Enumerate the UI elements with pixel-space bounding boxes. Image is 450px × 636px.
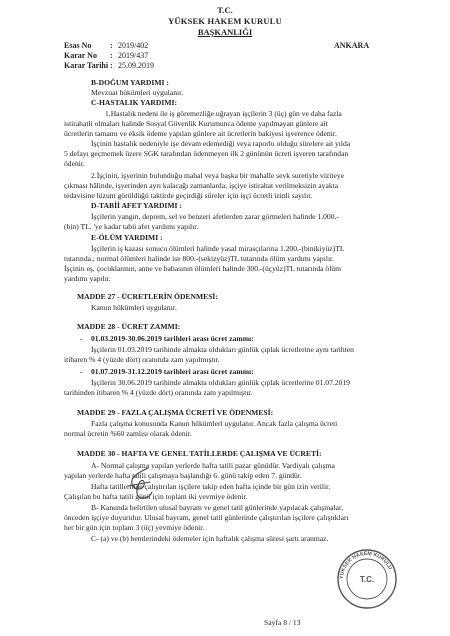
page-number: Sayfa 8 / 13: [264, 618, 301, 627]
madde-30-title: MADDE 30 - HAFTA VE GENEL TATİLLERDE ÇALIŞMA VE ÜCRETİ:: [77, 449, 322, 458]
text-line: tarihinden itibaren % 4 (yüzde dört) oranında zam yapılmıştır.: [64, 388, 253, 397]
section-hastalik-yardimi: C-HASTALIK YARDIMI:: [91, 98, 177, 107]
text-line: ücretlerin tamamı ve eksik ödeme yapılan günlere ait ücretlerin bakiyesi işverence ödenir.: [64, 129, 337, 138]
text-line: İşçilerin yangın, deprem, sel ve benzeri afetlerden zarar görmeleri halinde 1.000.-: [91, 212, 339, 221]
meta-esas: Esas No : 2019/402: [64, 41, 149, 50]
text-line: istirahatli olmaları halinde Sosyal Güvenlik Kurumunca ödeme yapılmayan günlere ait: [64, 119, 328, 128]
text-line: her bir gün için toplam 3 (üç) yevmiye ödenir.: [64, 523, 205, 532]
text-line: normal ücretin %60 zamlısı olarak ödenir.: [64, 429, 192, 438]
text-line: İşçilerin 01.03.2019 tarihinde almakta oldukları günlük çıplak ücretlerine aynı tarihten: [91, 345, 354, 354]
text-line: yapılan yerlerde hafta tatili çalışmaya başlandığı 6. günü takip eden 7. gündür.: [64, 471, 302, 480]
karar-label: Karar No: [64, 51, 97, 60]
text-line: B- Kanunda belirtilen ulusal bayram ve genel tatil günlerinde yapılacak çalışmalar,: [91, 503, 344, 512]
section-olum-yardimi: E-ÖLÜM YARDIMI :: [91, 233, 163, 242]
section-tabii-afet: D-TABİİ AFET YARDIMI :: [91, 201, 182, 210]
header-office: BAŞKANLIĞI: [197, 27, 253, 37]
header-tc: T.C.: [217, 5, 233, 15]
zam-period-1: 01.03.2019-30.06.2019 tarihleri arası ücret zammı:: [91, 334, 254, 343]
text-line: Çalışılan bu hafta tatili günü için toplam iki yevmiye ödenir.: [64, 492, 248, 501]
text-line: önceden işçiye duyurulur. Ulusal bayram, genel tatil günlerinde çalıştırılan işçilere çalıştıkları: [64, 513, 349, 522]
esas-value: 2019/402: [118, 41, 149, 50]
text-line: Fazla çalışma konusunda Kanun hükümleri uygulanır. Ancak fazla çalışma ücreti: [91, 419, 338, 428]
text-line: İşçilerin 30.06.2019 tarihinde almakta oldukları günlük çıplak ücretlerine 01.07.2019: [91, 378, 350, 387]
text-line: ödenir.: [64, 159, 85, 168]
text-line: tedavisine lüzum görüldüğü taktirde geçirdiği süreler için işçi ücretli izinli sayılır.: [64, 191, 313, 200]
text-line: Hafta tatillerinde çalıştırılan işçilere takip eden hafta içinde bir gün izin verilir.: [91, 482, 331, 491]
meta-karar: Karar No : 2019/437: [64, 51, 149, 60]
text-line: tutarında.; normal ölümleri halinde ise 800.-(sekizyüz)TL tutarında ölüm yardımı yapılır.: [64, 254, 335, 263]
city-label: ANKARA: [334, 41, 370, 50]
bullet-dash: -: [80, 334, 83, 343]
text-line: 2.İşçinin, işyerinin bulunduğu mahal veya başka bir mahalle sevk suretiyle viziteye: [91, 171, 345, 180]
text-line: İşçinin eş, çocuklarının, anne ve babasının ölümleri halinde 300.-(üçyüz)TL tutarında ölüm: [64, 264, 342, 273]
madde-28-title: MADDE 28 - ÜCRET ZAMMI:: [77, 322, 181, 331]
madde-27-title: MADDE 27 - ÜCRETLERİN ÖDENMESİ:: [77, 292, 218, 301]
text-line: İşçilerin iş kazası sonucu ölümleri halinde yasal mirasçılarına 1.200.-(binikiyüz)TL: [91, 244, 345, 253]
tarih-value: 25.09.2019: [118, 61, 154, 70]
official-stamp: [336, 548, 398, 610]
text-line: C- (a) ve (b) bentlerindeki ödemeler için haftalık çalışma süresi şartı aranmaz.: [91, 534, 329, 543]
text-line: (bin) TL. 'ye kadar tabii afet yardımı yapılır.: [64, 222, 199, 231]
esas-label: Esas No: [64, 41, 92, 50]
text-line: itibaren % 4 (yüzde dört) oranında zam yapılmıştır.: [64, 355, 220, 364]
header-court: YÜKSEK HAKEM KURULU: [168, 16, 282, 26]
section-dogum-yardimi: B-DOĞUM YARDIMI :: [91, 78, 169, 87]
karar-value: 2019/437: [118, 51, 149, 60]
text-line: Mevzuat hükümleri uygulanır.: [91, 88, 184, 97]
text-line: İşçinin hastalık nedeniyle işe devam edemediği veya raporlu olduğu sürelere ait yılda: [91, 139, 351, 148]
text-line: Kanun hükümleri uygulanır.: [91, 303, 177, 312]
stamp-center-text: T.C.: [359, 575, 375, 584]
text-line: yardımı yapılır.: [64, 274, 111, 283]
text-line: A- Normal çalışma yapılan yerlerde hafta tatili pazar günüdür. Vardiyalı çalışma: [91, 461, 335, 470]
text-line: çıkması hâlinde, işyerinden ayrı kalacağı zamanlarda; işçiye istirahat verilmeksizin ayakta: [64, 181, 339, 190]
zam-period-2: 01.07.2019-31.12.2019 tarihleri arası ücret zammı:: [91, 367, 254, 376]
madde-29-title: MADDE 29 - FAZLA ÇALIŞMA ÜCRETİ VE ÖDENMESİ:: [77, 408, 274, 417]
meta-tarih: Karar Tarihi : 25.09.2019: [64, 61, 154, 70]
tarih-label: Karar Tarihi: [64, 61, 109, 70]
bullet-dash: -: [80, 367, 83, 376]
stamp-ring-text: YÜKSEK HAKEM KURULU: [338, 550, 393, 580]
text-line: 5 defayı geçmemek üzere SGK tarafından ödenmeyen ilk 2 gününün ücreti işveren tarafından: [64, 149, 349, 158]
signature-mark: [120, 462, 160, 502]
text-line: 1.Hastalık nedeni ile iş göremezliğe uğrayan işçilerin 3 (üç) gün ve daha fazla: [105, 109, 342, 118]
